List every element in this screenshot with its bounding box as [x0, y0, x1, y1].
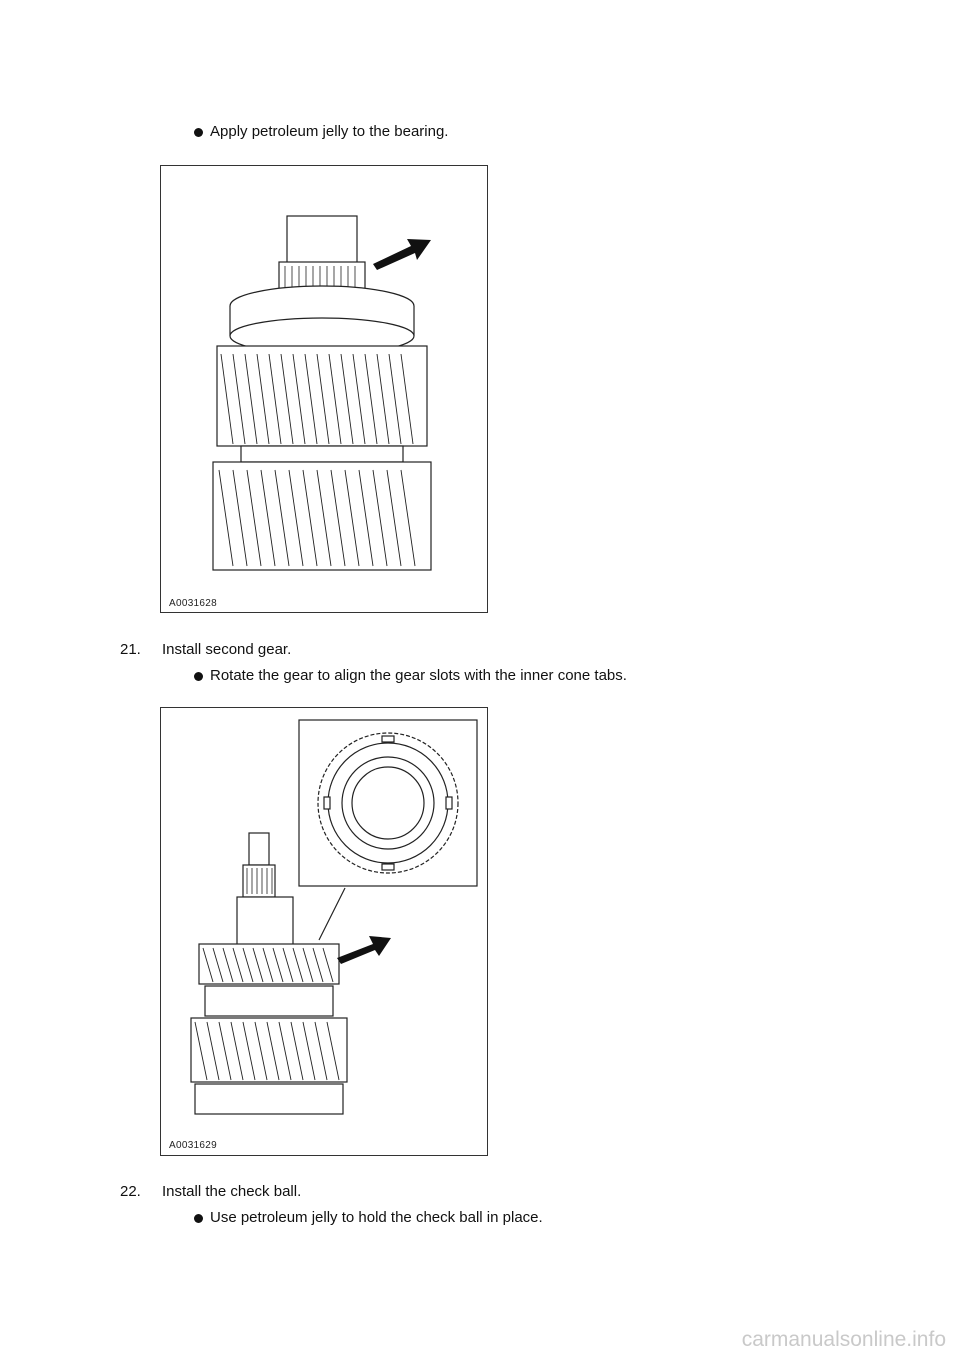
figure-second-gear-illustration: [160, 707, 488, 1156]
step-number: 22.: [120, 1183, 141, 1200]
step-text: Install second gear.: [162, 641, 292, 658]
instruction-bullet: Apply petroleum jelly to the bearing.: [210, 123, 449, 140]
bullet-dot: [194, 1214, 203, 1223]
figure-id: A0031628: [169, 598, 218, 609]
gear-assembly-drawing: [161, 166, 487, 612]
arrow-icon: [337, 936, 391, 964]
instruction-bullet: Rotate the gear to align the gear slots with the inner cone tabs.: [210, 667, 627, 684]
instruction-bullet: Use petroleum jelly to hold the check ball in place.: [210, 1209, 543, 1226]
figure-id: A0031629: [169, 1140, 218, 1151]
arrow-icon: [373, 239, 431, 270]
bullet-dot: [194, 128, 203, 137]
watermark: carmanualsonline.info: [741, 1328, 946, 1351]
figure-bearing-illustration: [160, 165, 488, 613]
step-number: 21.: [120, 641, 141, 658]
step-text: Install the check ball.: [162, 1183, 302, 1200]
second-gear-drawing: [161, 708, 487, 1155]
bullet-dot: [194, 672, 203, 681]
